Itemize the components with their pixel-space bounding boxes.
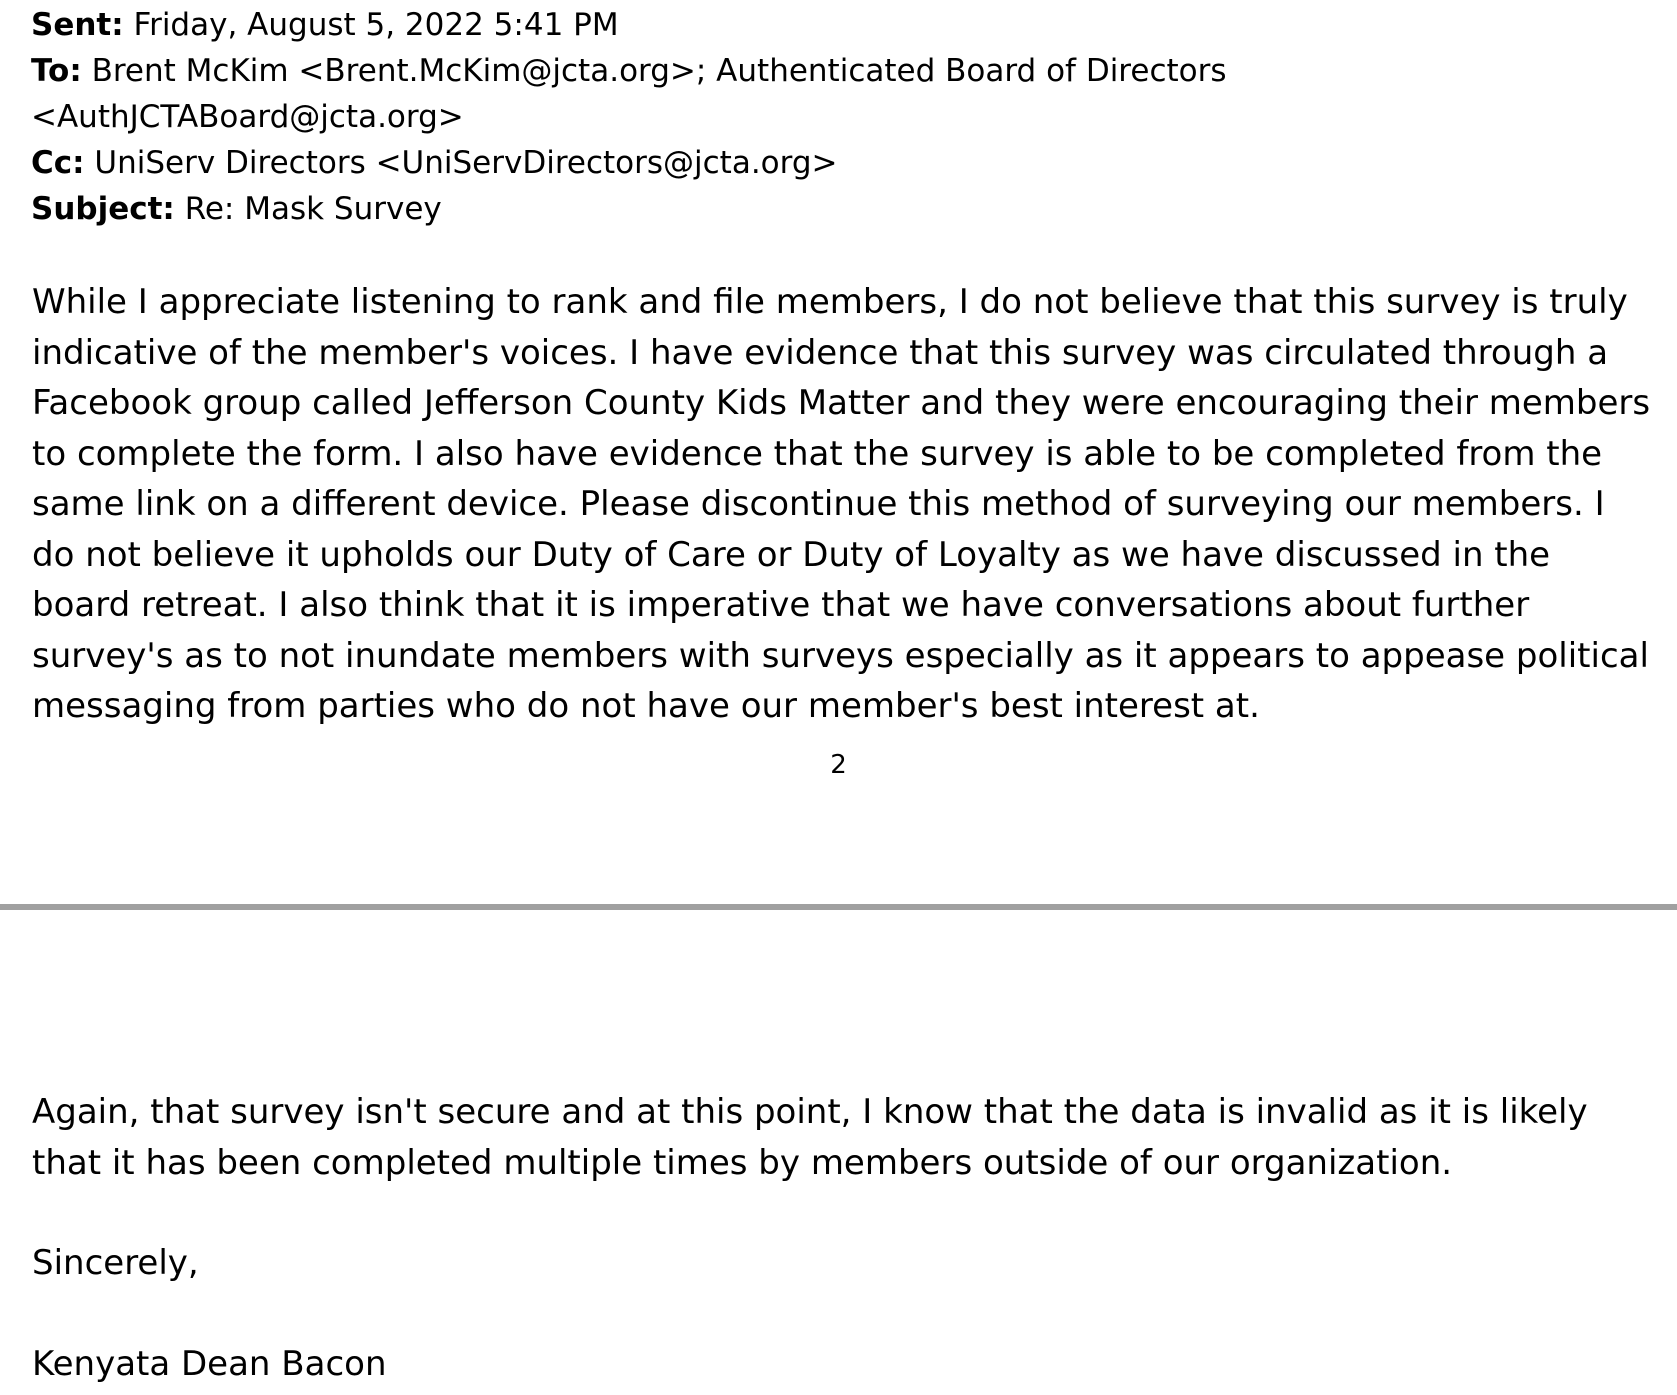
sent-line — [31, 2, 1631, 48]
cc-value: UniServ Directors <UniServDirectors@jcta.org> — [94, 145, 838, 181]
cc-line — [31, 140, 1631, 186]
signature-name: Kenyata Dean Bacon — [32, 1344, 387, 1384]
email-header — [31, 2, 1631, 232]
to-line-continued — [31, 94, 1631, 140]
to-value: Brent McKim <Brent.McKim@jcta.org>; Authenticated Board of Directors — [91, 53, 1227, 89]
to-label: To: — [31, 53, 82, 89]
sent-label: Sent: — [31, 7, 124, 43]
closing-text: Sincerely, — [32, 1243, 199, 1283]
body-paragraph-1: While I appreciate listening to rank and file members, I do not believe that this survey is truly indicative of the member's voices. I have evidence that this survey was circulated through a Facebook group called Jefferson County Kids Matter and they were encouraging their members to complete the form. I also have evidence that the survey is able to be completed from the same link on a different device. Please discontinue this method of surveying our members. I do not believe it upholds our Duty of Care or Duty of Loyalty as we have discussed in the board retreat. I also think that it is imperative that we have conversations about further survey's as to not inundate members with surveys especially as it appears to appease political messaging from parties who do not have our member's best interest at. — [32, 282, 1651, 726]
body-paragraph-2: Again, that survey isn't secure and at this point, I know that the data is invalid as it is likely that it has been completed multiple times by members outside of our organization. — [32, 1092, 1588, 1183]
page-divider — [0, 904, 1677, 910]
cc-label: Cc: — [31, 145, 85, 181]
subject-line — [31, 186, 1631, 232]
to-value-continued: <AuthJCTABoard@jcta.org> — [31, 99, 464, 135]
subject-label: Subject: — [31, 191, 175, 227]
sent-value: Friday, August 5, 2022 5:41 PM — [133, 7, 619, 43]
page-number: 2 — [830, 750, 847, 780]
subject-value: Re: Mask Survey — [184, 191, 442, 227]
to-line — [31, 48, 1631, 94]
